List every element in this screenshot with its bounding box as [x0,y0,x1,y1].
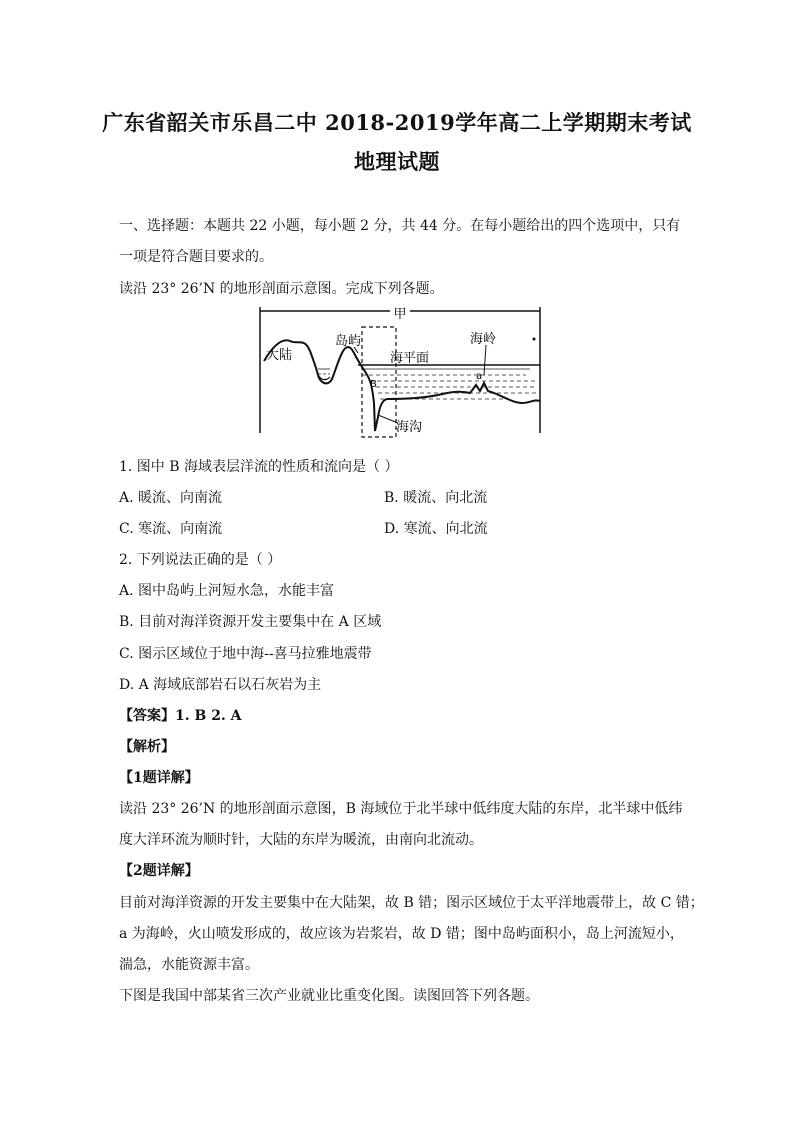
answer-line: 【答案】1. B 2. A [119,708,242,724]
section-intro-line-2: 一项是符合题目要求的。 [119,249,273,265]
next-question-group-stem: 下图是我国中部某省三次产业就业比重变化图。读图回答下列各题。 [119,988,539,1004]
q2-option-b: B. 目前对海洋资源开发主要集中在 A 区域 [119,614,382,630]
q1-option-c: C. 寒流、向南流 [119,521,223,537]
sub1-explanation-line-2: 度大洋环流为顺时针，大陆的东岸为暖流，由南向北流动。 [119,832,483,848]
label-b: B [370,379,377,390]
sub1-heading: 【1题详解】 [119,770,199,786]
q1-option-a: A. 暖流、向南流 [119,490,223,506]
sub2-explanation-line-1: 目前对海洋资源的开发主要集中在大陆架，故 B 错；图示区域位于太平洋地震带上，故 C 错； [119,895,704,911]
sub2-heading: 【2题详解】 [119,863,199,879]
exam-subject-title: 地理试题 [354,149,440,174]
q2-option-a: A. 图中岛屿上河短水急，水能丰富 [119,583,335,599]
sub2-explanation-line-2: a 为海岭，火山喷发形成的，故应该为岩浆岩，故 D 错；图中岛屿面积小，岛上河流短小， [119,926,684,942]
exam-title: 广东省韶关市乐昌二中 2018-2019学年高二上学期期末考试 [102,110,692,135]
figure-dot [533,338,536,341]
label-a: a [476,371,483,382]
q2-option-d: D. A 海域底部岩石以石灰岩为主 [119,677,322,693]
label-daoyu: 岛屿 [335,334,362,349]
sub2-explanation-line-3: 湍急，水能资源丰富。 [119,957,259,973]
q1-stem: 1. 图中 B 海域表层洋流的性质和流向是（ ） [119,459,399,475]
label-dalu: 大陆 [266,348,293,363]
section-intro-line-1: 一、选择题：本题共 22 小题，每小题 2 分，共 44 分。在每小题给出的四个选项中，只有 [119,218,681,234]
q2-stem: 2. 下列说法正确的是（ ） [119,552,282,568]
sub1-explanation-line-1: 读沿 23° 26’N 的地形剖面示意图，B 海域位于北半球中低纬度大陆的东岸，北半球中低纬 [119,801,683,817]
sea-water-hatching [318,369,538,399]
q2-option-c: C. 图示区域位于地中海--喜马拉雅地震带 [119,646,372,662]
label-haigou: 海沟 [396,420,423,435]
q1-option-d: D. 寒流、向北流 [384,521,488,537]
haigou-leader [378,415,398,423]
hailing-leader [484,345,486,375]
label-hailing: 海岭 [470,332,497,347]
analysis-heading: 【解析】 [119,739,175,755]
label-haipingmian: 海平面 [390,351,430,366]
question-group-stem: 读沿 23° 26’N 的地形剖面示意图。完成下列各题。 [119,281,444,297]
label-jia: 甲 [393,307,407,322]
terrain-profile-figure [258,307,544,441]
q1-option-b: B. 暖流、向北流 [384,490,488,506]
